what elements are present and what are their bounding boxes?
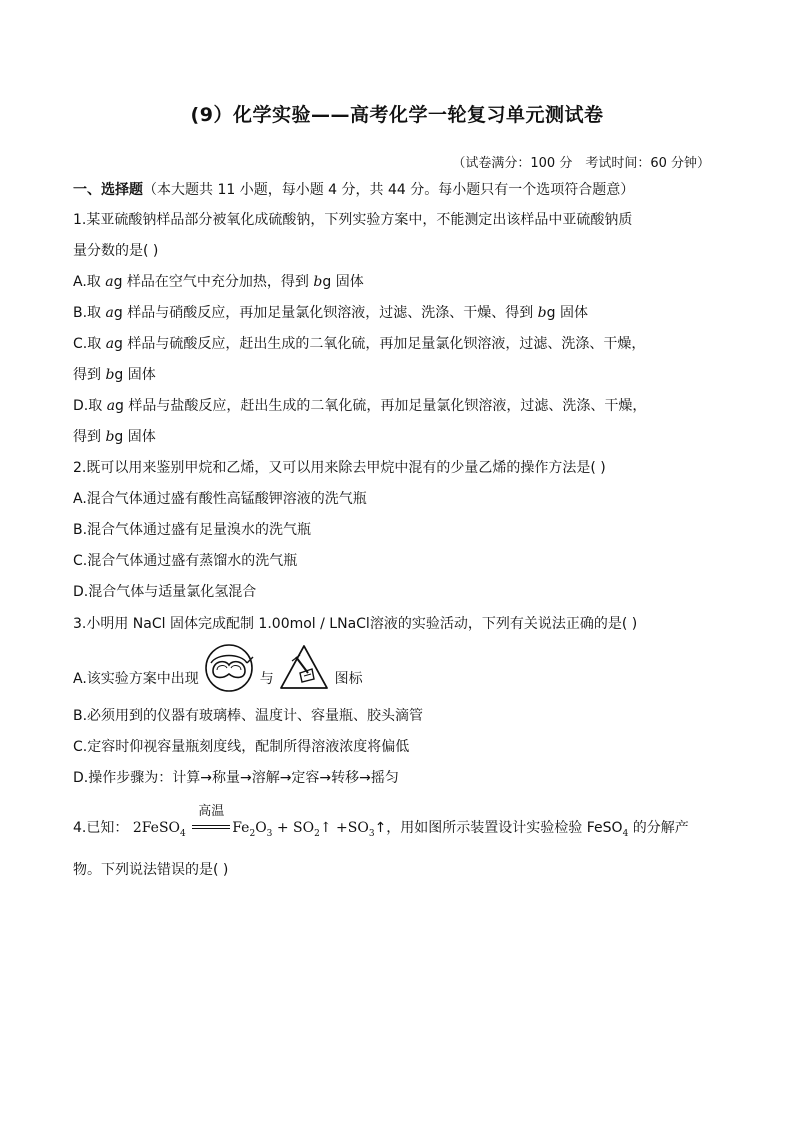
exam-meta: （试卷满分：100 分 考试时间：60 分钟） [452,156,710,171]
q1-c-var2: b [105,367,115,383]
q4-product1: Fe [232,820,250,836]
q1-option-b [73,303,723,323]
q1-a-mid: g 样品在空气中充分加热，得到 [113,274,314,290]
q1-option-d-line2 [73,427,723,447]
q1-d-mid: g 样品与盐酸反应，赶出生成的二氧化硫，再加足量氯化钡溶液，过滤、洗涤、干燥， [115,398,647,414]
q3-a-post: 图标 [334,671,363,687]
q3-option-d: D.操作步骤为：计算→称量→溶解→定容→转移→摇匀 [73,770,399,786]
q3-stem: 3.小明用 NaCl 固体完成配制 1.00mol / LNaCl溶液的实验活动，下列有关说法正确的是( ) [73,616,638,632]
q1-stem-line2: 量分数的是( ) [73,243,159,259]
q1-b-var2: b [537,305,547,321]
q3-option-c: C.定容时仰视容量瓶刻度线，配制所得溶液浓度将偏低 [73,739,410,755]
q1-d-post: g 固体 [114,429,156,445]
q4-product1-sub2: 3 [266,829,273,839]
q4-so3: ↑ +SO [319,820,369,836]
q4-stem-line2: 物。下列说法错误的是( ) [73,862,229,878]
goggles-icon [203,643,255,715]
q1-c-prefix: C.取 [73,336,106,352]
q4-equals-sign [192,825,230,829]
page-title: (9）化学实验——高考化学一轮复习单元测试卷 [190,104,604,126]
section-heading: 一、选择题 [73,182,143,198]
q4-prefix: 4.已知： [73,820,129,836]
q4-so3-sub: 3 [368,829,375,839]
q4-gas-arrow: ↑ [374,820,387,836]
q1-d-var2: b [105,429,115,445]
q1-c-var1: a [105,336,115,352]
q4-tail-sub: 4 [622,829,629,839]
q1-b-post: g 固体 [546,305,588,321]
q1-c-mid: g 样品与硫酸反应，赶出生成的二氧化硫，再加足量氯化钡溶液，过滤、洗涤、干燥， [114,336,646,352]
q1-b-mid: g 样品与硝酸反应，再加足量氯化钡溶液，过滤、洗涤、干燥、得到 [113,305,538,321]
q1-d-line2-prefix: 得到 [73,429,106,445]
q1-b-var1: a [105,305,114,321]
q1-a-var2: b [313,274,323,290]
q4-reactant: 2FeSO [132,820,181,836]
section-description: （本大题共 11 小题，每小题 4 分，共 44 分。每小题只有一个选项符合题意） [143,182,635,198]
q4-so2-sub: 2 [314,829,320,839]
q4-reactant-sub: 4 [180,829,186,839]
q3-a-mid: 与 [259,671,274,687]
q1-option-c-line1 [73,334,723,354]
q1-d-prefix: D.取 [73,398,107,414]
section-header [73,180,723,200]
q4-tail2: 的分解产 [628,820,689,836]
q4-product1-o: O [255,820,267,836]
q1-option-c-line2 [73,365,723,385]
q4-condition-text: 高温 [198,804,225,819]
q1-option-d-line1 [73,396,723,416]
q1-stem-line1: 1.某亚硫酸钠样品部分被氧化成硫酸钠，下列实验方案中，不能测定出该样品中亚硫酸钠质 [73,212,633,228]
q2-option-d: D.混合气体与适量氯化氢混合 [73,584,257,600]
q1-b-prefix: B.取 [73,305,106,321]
q4-reaction-condition [192,804,230,838]
q1-d-var1: a [106,398,116,414]
q1-a-post: g 固体 [322,274,364,290]
q2-option-a: A.混合气体通过盛有酸性高锰酸钾溶液的洗气瓶 [73,491,367,507]
q1-c-post: g 固体 [114,367,156,383]
q4-stem-line1 [73,804,723,840]
q3-option-a [73,643,723,695]
q2-option-b: B.混合气体通过盛有足量溴水的洗气瓶 [73,522,312,538]
q4-product1-sub1: 2 [249,829,256,839]
q2-option-c: C.混合气体通过盛有蒸馏水的洗气瓶 [73,553,298,569]
q3-option-b: B.必须用到的仪器有玻璃棒、温度计、容量瓶、胶头滴管 [73,708,424,724]
sharp-object-warning-icon [278,643,330,715]
q4-tail1: ，用如图所示装置设计实验检验 FeSO [386,820,623,836]
q1-a-var1: a [105,274,114,290]
q1-a-prefix: A.取 [73,274,106,290]
q3-a-prefix: A.该实验方案中出现 [73,671,199,687]
q1-option-a [73,272,723,292]
q2-stem: 2.既可以用来鉴别甲烷和乙烯，又可以用来除去甲烷中混有的少量乙烯的操作方法是( ) [73,460,606,476]
q4-so2: + SO [272,820,315,836]
q1-c-line2-prefix: 得到 [73,367,106,383]
